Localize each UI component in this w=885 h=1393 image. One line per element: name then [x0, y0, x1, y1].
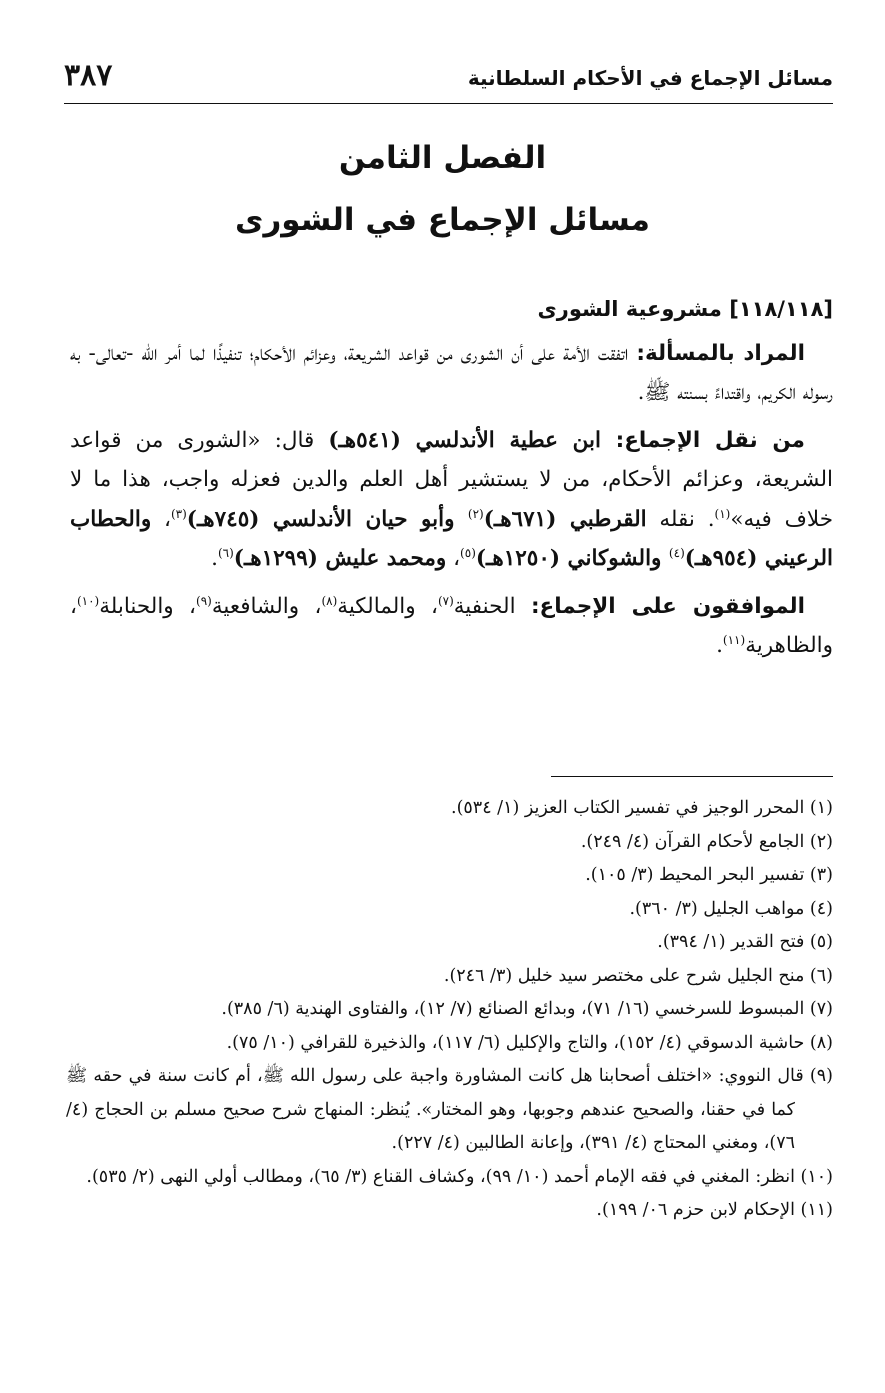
- footnote-item: (٢) الجامع لأحكام القرآن (٤/ ٢٤٩).: [580, 831, 833, 852]
- page-header: [64, 58, 833, 98]
- paragraph-text: ،: [151, 506, 171, 532]
- footnote-ref[interactable]: (٩): [196, 593, 212, 608]
- footnote-ref[interactable]: (٨): [321, 593, 338, 608]
- header-divider: [64, 103, 833, 104]
- chapter-title: الفصل الثامن: [338, 140, 547, 176]
- footnote-ref[interactable]: (٥): [460, 545, 476, 560]
- scholar-name: والشوكاني (١٢٥٠هـ): [475, 546, 669, 571]
- footnote-ref[interactable]: (٣): [170, 506, 187, 521]
- paragraph-text: .: [211, 546, 218, 571]
- footnote-ref[interactable]: (١١): [722, 632, 746, 647]
- paragraph-text: .: [716, 633, 723, 658]
- footnote-item: (٦) منح الجليل شرح على مختصر سيد خليل (٣/ ٢٤٦).: [443, 965, 833, 986]
- paragraph-text: . نقله: [646, 506, 715, 532]
- main-text: [70, 290, 833, 674]
- paragraph-lead: من نقل الإجماع:: [615, 427, 805, 453]
- footnote-ref[interactable]: (٤): [668, 545, 685, 560]
- school-name: الحنفية: [453, 593, 531, 619]
- footnote-ref[interactable]: (٧): [437, 593, 454, 608]
- paragraph-lead: الموافقون على الإجماع:: [530, 593, 805, 619]
- school-name: ، والمالكية: [337, 593, 438, 619]
- footnote-ref[interactable]: (٢): [467, 506, 484, 521]
- footnote-ref[interactable]: (٦): [217, 545, 234, 560]
- paragraph-text: اتفقت الأمة على أن الشورى من قواعد الشريعة، وعزائم الأحكام؛ تنفيذًا لما أمر الله -تعالى- به رسوله الكريم، واقتداءً بسنته ﷺ.: [70, 340, 833, 405]
- school-name: ، والشافعية: [211, 593, 322, 619]
- section-heading: [١١٨/١١٨] مشروعية الشورى: [537, 297, 833, 321]
- school-name: ، والحنابلة: [99, 593, 196, 619]
- footnote-item: (٣) تفسير البحر المحيط (٣/ ١٠٥).: [585, 865, 833, 885]
- page-number: ٣٨٧: [64, 58, 113, 93]
- footnote-divider: [551, 776, 833, 777]
- school-name: ، والظاهرية: [70, 593, 833, 658]
- scholar-name: ومحمد عليش (١٢٩٩هـ): [233, 546, 447, 571]
- footnotes: [66, 792, 833, 1228]
- paragraph-issue-definition: [70, 334, 833, 413]
- paragraph-text: ،: [446, 546, 461, 571]
- scholar-name: القرطبي (٦٧١هـ): [483, 506, 647, 532]
- footnote-ref[interactable]: (١٠): [76, 593, 100, 608]
- running-title: مسائل الإجماع في الأحكام السلطانية: [467, 66, 833, 90]
- scholar-name: ابن عطية الأندلسي (٥٤١هـ): [328, 427, 616, 453]
- paragraph-lead: المراد بالمسألة:: [636, 340, 805, 366]
- paragraph-text: قال: «الشورى من قواعد الشريعة، وعزائم الأحكام، من لا يستشير أهل العلم والدين فعزله واجب، هذا ما لا خلاف فيه»: [70, 427, 833, 532]
- scholar-name: وأبو حيان الأندلسي (٧٤٥هـ): [186, 506, 468, 532]
- paragraph-agreeing-schools: [70, 587, 833, 666]
- footnote-item: (٧) المبسوط للسرخسي (١٦/ ٧١)، وبدائع الصنائع (٧/ ١٢)، والفتاوى الهندية (٦/ ٣٨٥).: [221, 999, 833, 1019]
- footnote-item: (١) المحرر الوجيز في تفسير الكتاب العزيز (١/ ٥٣٤).: [451, 798, 833, 818]
- footnote-item: (٩) قال النووي: «اختلف أصحابنا هل كانت المشاورة واجبة على رسول الله ﷺ، أم كانت سنة في حقه ﷺ كما في حقنا، والصحيح عندهم وجوبها، وهو المختار». يُنظر: المنهاج شرح صحيح مسلم بن الحجاج (٤/ ٧٦)، ومغني المحتاج (٤/ ٣٩١)، وإعانة الطالبين (٤/ ٢٢٧).: [66, 1066, 833, 1153]
- footnote-item: (٨) حاشية الدسوقي (٤/ ١٥٢)، والتاج والإكليل (٦/ ١١٧)، والذخيرة للقرافي (١٠/ ٧٥).: [226, 1032, 833, 1053]
- footnote-item: (٥) فتح القدير (١/ ٣٩٤).: [657, 932, 833, 952]
- footnote-item: (٤) مواهب الجليل (٣/ ٣٦٠).: [629, 898, 833, 919]
- footnote-item: (١١) الإحكام لابن حزم ٠٦/ ١٩٩).: [596, 1200, 833, 1220]
- scholar-name: والحطاب الرعيني (٩٥٤هـ): [70, 506, 833, 571]
- paragraph-consensus-transmitters: [70, 421, 833, 579]
- chapter-subtitle: مسائل الإجماع في الشورى: [235, 202, 650, 238]
- footnote-item: (١٠) انظر: المغني في فقه الإمام أحمد (١٠/ ٩٩)، وكشاف القناع (٣/ ٦٥)، ومطالب أولي النهى (٢/ ٥٣٥).: [86, 1166, 833, 1187]
- footnote-ref[interactable]: (١): [714, 506, 731, 521]
